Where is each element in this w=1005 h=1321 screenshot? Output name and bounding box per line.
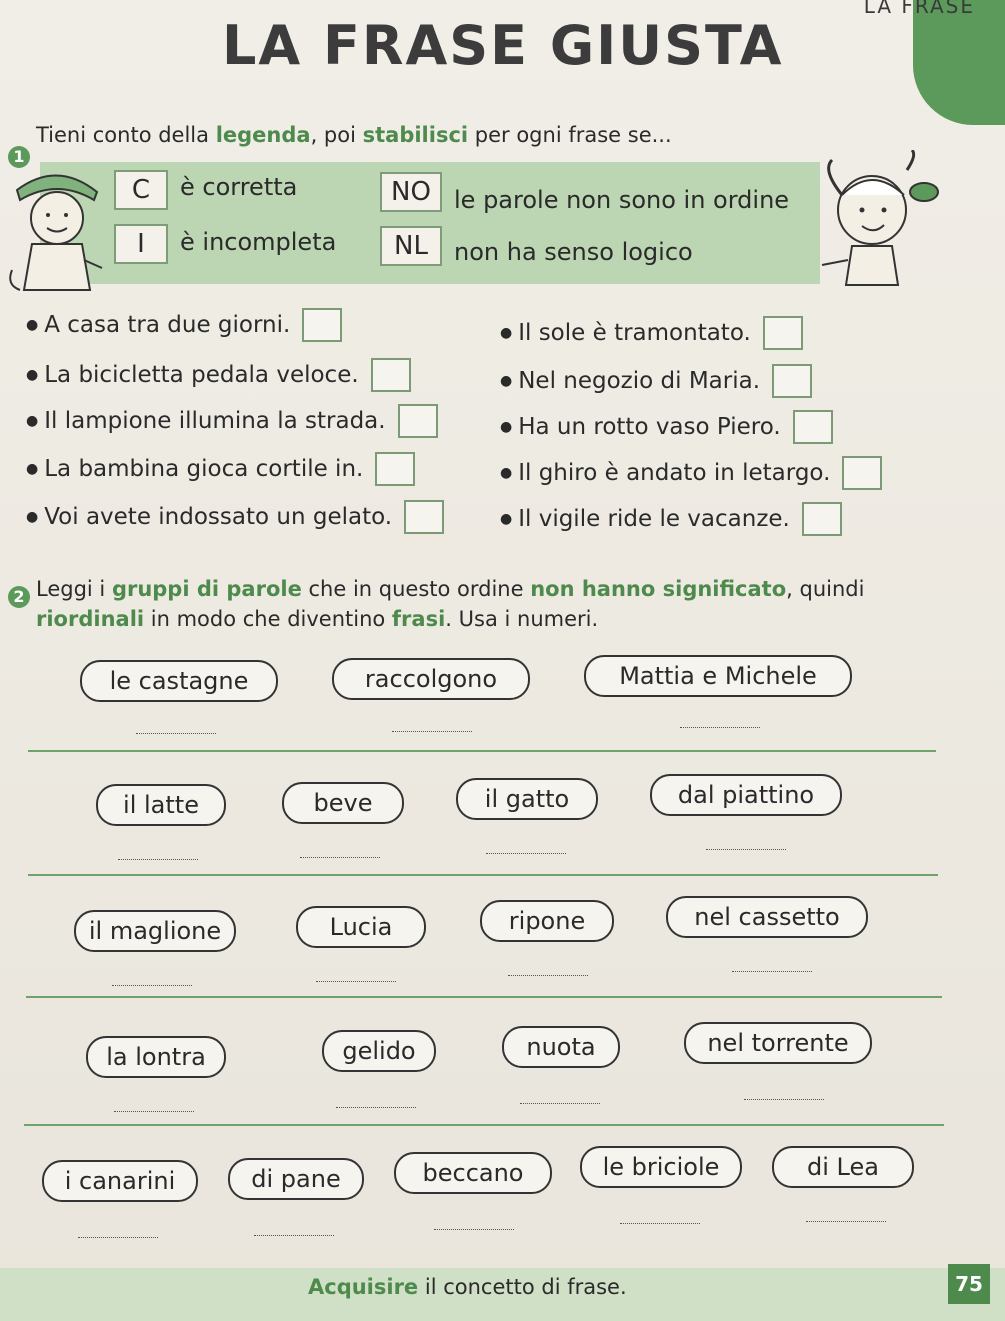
number-blank[interactable] [336,1106,416,1108]
sentence-text: La bicicletta pedala veloce. [44,362,359,388]
word-chip: il gatto [456,778,598,820]
number-blank[interactable] [136,732,216,734]
sentence-text: A casa tra due giorni. [44,312,291,338]
answer-box[interactable] [371,358,411,392]
exercise-2-instruction [36,574,936,634]
bullet-icon: ● [26,509,39,525]
word-chip: le briciole [580,1146,742,1188]
footer-keyword: Acquisire [308,1275,419,1299]
legend-code-nl: NL [380,226,442,266]
answer-line[interactable] [24,1124,944,1126]
word-chip: beccano [394,1152,552,1194]
bullet-icon: ● [500,325,513,341]
word-chip: dal piattino [650,774,842,816]
instr-part: per ogni frase se... [468,123,672,147]
instr-part: che in questo ordine [301,577,531,601]
answer-box[interactable] [375,452,415,486]
bullet-icon: ● [500,465,513,481]
number-blank[interactable] [508,974,588,976]
word-chip: le castagne [80,660,278,702]
instr-keyword: riordinali [36,607,145,631]
sentence-left-4 [26,452,415,486]
chapter-corner-tab [913,0,1005,125]
word-chip: nuota [502,1026,620,1068]
answer-line[interactable] [28,750,936,752]
instr-keyword: gruppi di parole [111,577,302,601]
word-chip: il latte [96,784,226,826]
sentence-right-4 [500,456,882,490]
answer-box[interactable] [404,500,444,534]
instr-part: , quindi [786,577,865,601]
number-blank[interactable] [744,1098,824,1100]
answer-line[interactable] [28,874,938,876]
legend-text-no: le parole non sono in ordine [454,186,790,214]
number-blank[interactable] [392,730,472,732]
number-blank[interactable] [806,1220,886,1222]
bullet-icon: ● [26,413,39,429]
word-chip: i canarini [42,1160,198,1202]
number-blank[interactable] [434,1228,514,1230]
word-chip: beve [282,782,404,824]
sentence-text: Il lampione illumina la strada. [44,408,386,434]
sentence-right-5 [500,502,842,536]
number-blank[interactable] [78,1236,158,1238]
legend-text-c: è corretta [180,173,298,201]
sentence-text: Il ghiro è andato in letargo. [518,460,831,486]
legend-text-i: è incompleta [180,228,337,256]
word-chip: nel torrente [684,1022,872,1064]
number-blank[interactable] [486,852,566,854]
word-chip: nel cassetto [666,896,868,938]
number-blank[interactable] [706,848,786,850]
footer-text-rest: il concetto di frase. [418,1275,627,1299]
word-chip: ripone [480,900,614,942]
instr-keyword: frasi [391,607,446,631]
sentence-left-3 [26,404,438,438]
sentence-right-3 [500,410,833,444]
bullet-icon: ● [26,461,39,477]
bullet-icon: ● [500,419,513,435]
number-blank[interactable] [114,1110,194,1112]
instr-part: Leggi i [36,577,112,601]
answer-box[interactable] [793,410,833,444]
exercise-2-number: 2 [8,586,30,608]
sentence-text: La bambina gioca cortile in. [44,456,364,482]
answer-box[interactable] [763,316,803,350]
sentence-text: Il vigile ride le vacanze. [518,506,790,532]
sentence-text: Il sole è tramontato. [518,320,751,346]
word-chip: la lontra [86,1036,226,1078]
word-chip: Mattia e Michele [584,655,852,697]
number-blank[interactable] [680,726,760,728]
exercise-1-number: 1 [8,146,30,168]
instr-keyword: stabilisci [362,123,469,147]
instr-part: , poi [310,123,363,147]
sentence-right-2 [500,364,812,398]
number-blank[interactable] [254,1234,334,1236]
instr-part: in modo che diventino [144,607,392,631]
page-title: LA FRASE GIUSTA [222,14,784,77]
chapter-tag: LA FRASE [863,0,975,18]
answer-box[interactable] [842,456,882,490]
number-blank[interactable] [118,858,198,860]
instr-part: Tieni conto della [36,123,216,147]
word-chip: Lucia [296,906,426,948]
sentence-text: Voi avete indossato un gelato. [44,504,393,530]
word-chip: il maglione [74,910,236,952]
girl-illustration-icon [812,150,942,290]
word-chip: di Lea [772,1146,914,1188]
number-blank[interactable] [732,970,812,972]
bullet-icon: ● [26,317,39,333]
instr-keyword: legenda [215,123,311,147]
sentence-left-5 [26,500,444,534]
answer-box[interactable] [302,308,342,342]
sentence-text: Nel negozio di Maria. [518,368,761,394]
answer-box[interactable] [772,364,812,398]
word-chip: gelido [322,1030,436,1072]
number-blank[interactable] [112,984,192,986]
sentence-left-1 [26,308,342,342]
exercise-1-instruction [36,120,672,150]
word-chip: raccolgono [332,658,530,700]
page-number: 75 [948,1264,990,1304]
number-blank[interactable] [300,856,380,858]
sentence-right-1 [500,316,803,350]
word-chip: di pane [228,1158,364,1200]
instr-keyword: non hanno significato [530,577,787,601]
number-blank[interactable] [620,1222,700,1224]
bullet-icon: ● [500,373,513,389]
answer-line[interactable] [26,996,942,998]
legend-code-no: NO [380,172,442,212]
legend-code-c: C [114,170,168,210]
sentence-text: Ha un rotto vaso Piero. [518,414,781,440]
boy-illustration-icon [2,160,107,300]
footer-objective [308,1275,627,1299]
answer-box[interactable] [398,404,438,438]
legend-text-nl: non ha senso logico [454,238,693,266]
answer-box[interactable] [802,502,842,536]
bullet-icon: ● [500,511,513,527]
legend-code-i: I [114,224,168,264]
instr-part: . Usa i numeri. [445,607,599,631]
number-blank[interactable] [316,980,396,982]
bullet-icon: ● [26,367,39,383]
number-blank[interactable] [520,1102,600,1104]
sentence-left-2 [26,358,411,392]
